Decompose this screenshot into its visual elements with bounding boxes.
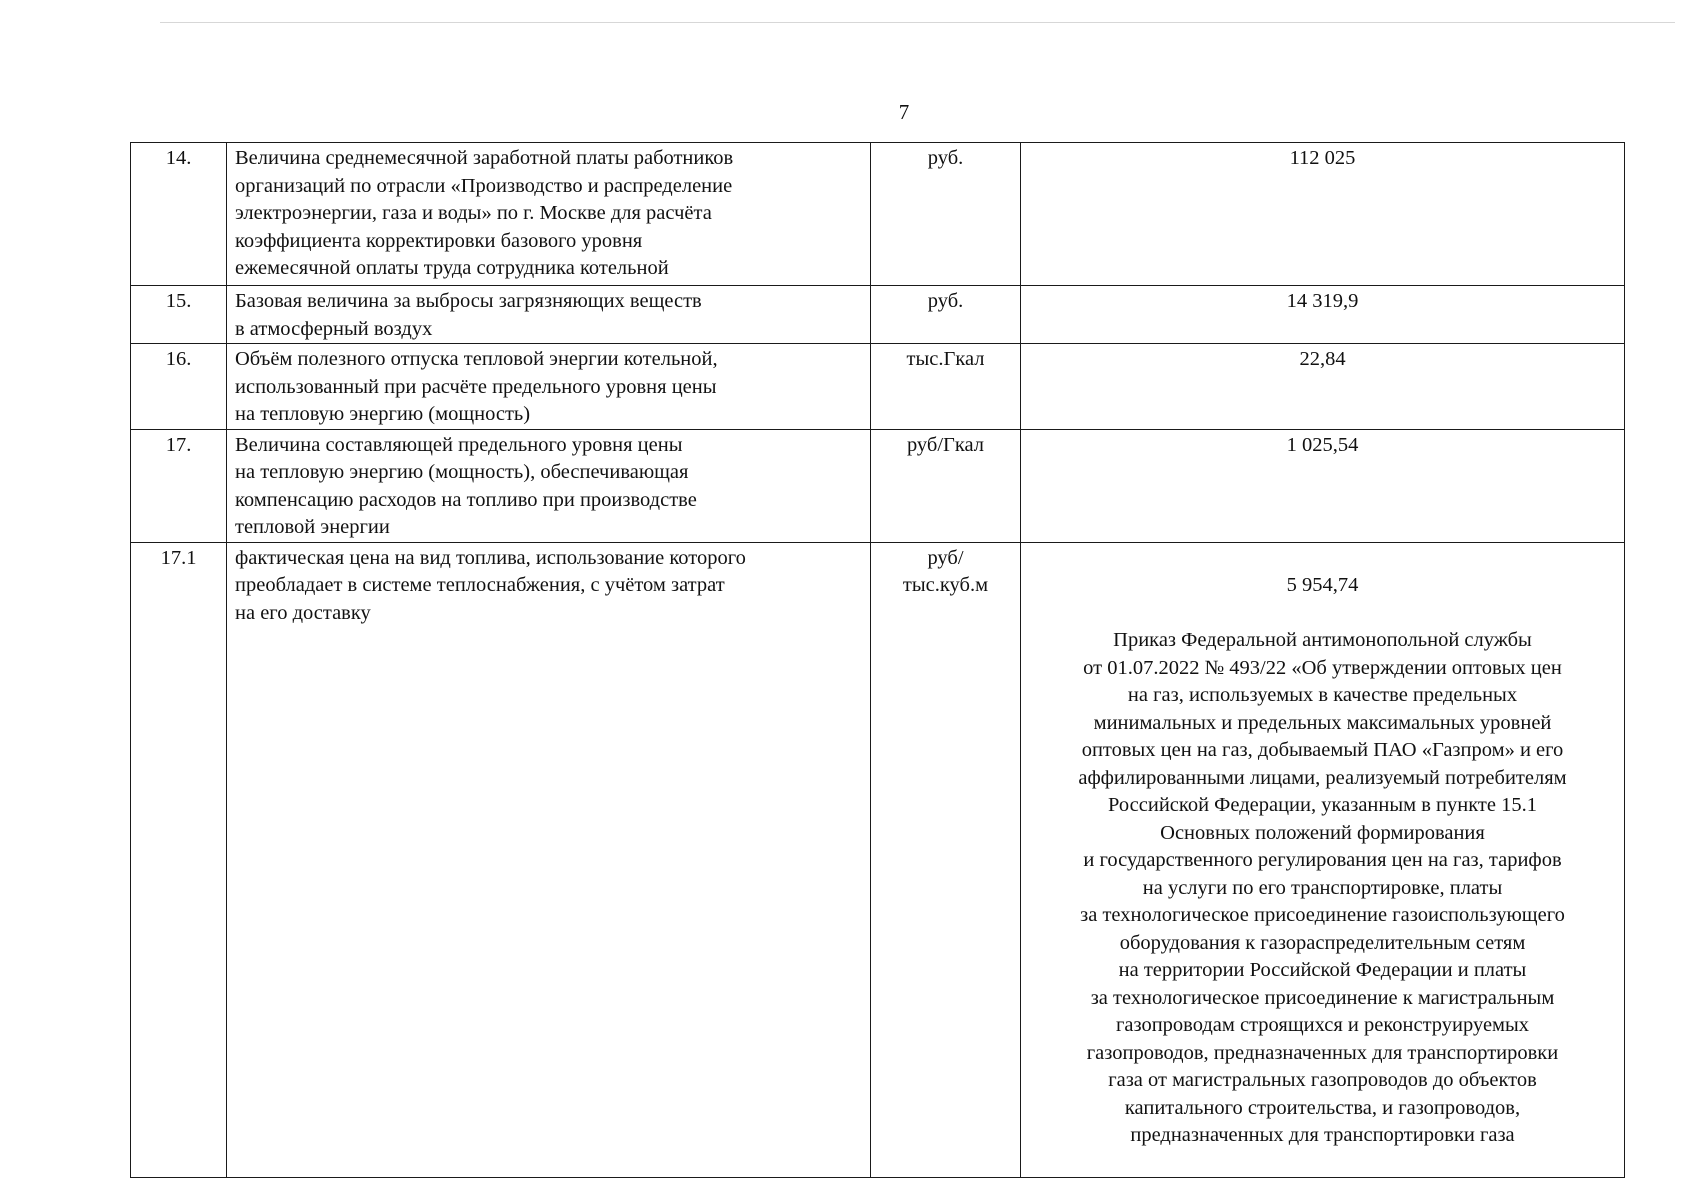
table-row [131, 286, 1625, 344]
row-unit: руб. [871, 286, 1021, 344]
row-value [1021, 286, 1625, 344]
row-value-main: 14 319,9 [1286, 290, 1359, 312]
row-number: 14. [131, 143, 227, 286]
row-description: Величина среднемесячной заработной платы работников организаций по отрасли «Производство и распределение электроэнергии, газа и воды» по г. Москве для расчёта коэффициента корректировки базового уровня ежемесячной оплаты труда сотрудника котельной [227, 143, 871, 286]
row-value [1021, 344, 1625, 430]
row-description: Базовая величина за выбросы загрязняющих веществ в атмосферный воздух [227, 286, 871, 344]
row-value-main: 22,84 [1299, 348, 1346, 370]
top-scan-rule [160, 22, 1675, 23]
row-number: 16. [131, 344, 227, 430]
row-value-main: 1 025,54 [1286, 433, 1359, 456]
row-description: Объём полезного отпуска тепловой энергии котельной, использованный при расчёте предельного уровня цены на тепловую энергию (мощность) [227, 344, 871, 430]
row-number: 17. [131, 429, 227, 542]
row-number: 15. [131, 286, 227, 344]
row-description: Величина составляющей предельного уровня цены на тепловую энергию (мощность), обеспечивающая компенсацию расходов на топливо при производстве тепловой энергии [227, 429, 871, 542]
row-number: 17.1 [131, 542, 227, 1178]
table-row [131, 542, 1625, 1178]
row-value [1021, 429, 1625, 542]
table-row [131, 344, 1625, 430]
row-unit: руб/Гкал [871, 429, 1021, 542]
table-row [131, 143, 1625, 286]
row-value [1021, 542, 1625, 1178]
row-unit: тыс.Гкал [871, 344, 1021, 430]
row-description: фактическая цена на вид топлива, использование которого преобладает в системе теплоснабжения, с учётом затрат на его доставку [227, 542, 871, 1178]
row-value-main: 112 025 [1289, 147, 1356, 169]
page-number: 7 [898, 100, 910, 124]
row-unit: руб. [871, 143, 1021, 286]
row-value-source-note: Приказ Федеральной антимонопольной службы от 01.07.2022 № 493/22 «Об утверждении оптовых цен на газ, используемых в качестве предельных минимальных и предельных максимальных уровней оптовых цен на газ, добываемый ПАО «Газпром» и его аффилированными лицами, реализуемый потребителям Российской Федерации, указанным в пункте 15.1 Основных положений формирования и государственного регулирования цен на газ, тарифов на услуги по его транспортировке, платы за технологическое присоединение газоиспользующего оборудования к газораспределительным сетям на территории Российской Федерации и платы за технологическое присоединение к магистральным газопроводам строящихся и реконструируемых газопроводов, предназначенных для транспортировки газа от магистральных газопроводов до объектов капитального строительства, и газопроводов, предназначенных для транспортировки газа [1078, 629, 1567, 1146]
row-unit: руб/ тыс.куб.м [871, 542, 1021, 1178]
table-row [131, 429, 1625, 542]
tariff-parameters-table [130, 142, 1625, 1178]
row-value-main: 5 954,74 [1286, 574, 1359, 596]
row-value [1021, 143, 1625, 286]
